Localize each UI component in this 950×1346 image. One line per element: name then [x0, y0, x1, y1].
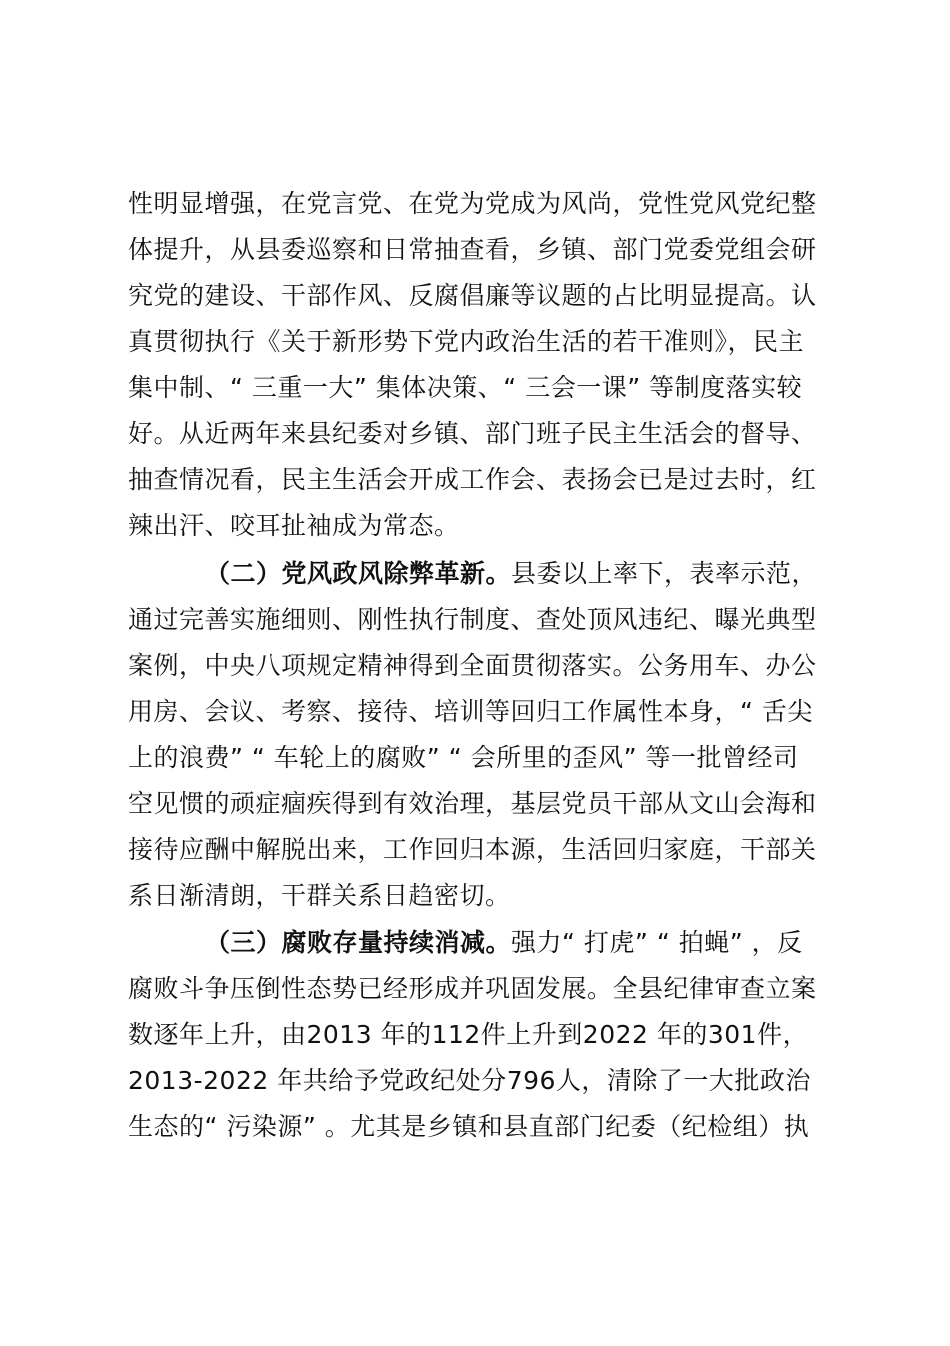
text-line: 接待应酬中解脱出来，工作回归本源，生活回归家庭，干部关: [128, 835, 817, 864]
text-line: 辣出汗、咬耳扯袖成为常态。: [128, 511, 460, 540]
section-2-lead-text: 县委以上率下，表率示范，: [511, 559, 818, 588]
section-3-lead-text: 强力“ 打虎” “ 拍蝇” ，反: [511, 928, 803, 957]
text-line: 好。从近两年来县纪委对乡镇、部门班子民主生活会的督导、: [128, 419, 817, 448]
text-line: 真贯彻执行《关于新形势下党内政治生活的若干准则》，民主: [128, 327, 805, 356]
section-3-first-line: [205, 926, 803, 960]
text-line: 究党的建设、干部作风、反腐倡廉等议题的占比明显提高。认: [128, 281, 817, 310]
text-line: 用房、会议、考察、接待、培训等回归工作属性本身，“ 舌尖: [128, 697, 813, 726]
section-2-first-line: [205, 557, 817, 591]
text-line: 系日渐清朗，干群关系日趋密切。: [128, 881, 511, 910]
section-2-heading: （二）党风政风除弊革新。: [205, 559, 512, 588]
text-line: 性明显增强，在党言党、在党为党成为风尚，党性党风党纪整: [128, 189, 817, 218]
text-line: 体提升，从县委巡察和日常抽查看，乡镇、部门党委党组会研: [128, 235, 817, 264]
section-3-heading: （三）腐败存量持续消减。: [205, 928, 512, 957]
text-line: 腐败斗争压倒性态势已经形成并巩固发展。全县纪律审查立案: [128, 974, 817, 1003]
text-line: 抽查情况看，民主生活会开成工作会、表扬会已是过去时，红: [128, 465, 817, 494]
text-line: 生态的“ 污染源” 。尤其是乡镇和县直部门纪委（纪检组）执: [128, 1112, 810, 1141]
text-line: 数逐年上升，由2013 年的112件上升到2022 年的301件，: [128, 1020, 809, 1049]
text-line: 空见惯的顽症痼疾得到有效治理，基层党员干部从文山会海和: [128, 789, 817, 818]
text-line: 通过完善实施细则、刚性执行制度、查处顶风违纪、曝光典型: [128, 605, 817, 634]
text-line: 上的浪费” “ 车轮上的腐败” “ 会所里的歪风” 等一批曾经司: [128, 743, 799, 772]
text-line: 2013-2022 年共给予党政纪处分796人，清除了一大批政治: [128, 1066, 811, 1095]
text-line: 集中制、“ 三重一大” 集体决策、“ 三会一课” 等制度落实较: [128, 373, 803, 402]
text-line: 案例，中央八项规定精神得到全面贯彻落实。公务用车、办公: [128, 651, 817, 680]
